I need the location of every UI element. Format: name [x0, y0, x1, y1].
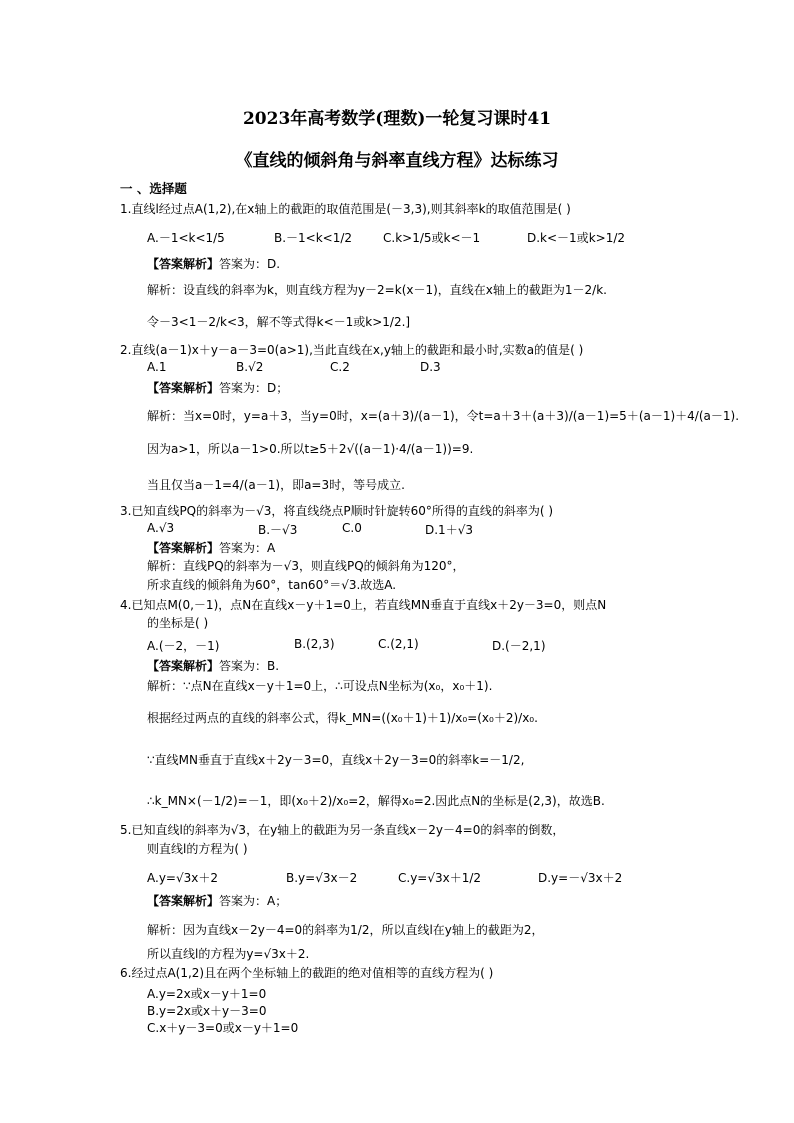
question-4-option-c: C.(2,1) [378, 637, 419, 651]
question-1-option-d: D.k<－1或k>1/2 [527, 231, 626, 245]
question-2-option-d: D.3 [420, 360, 441, 374]
question-3-stem: 3.已知直线PQ的斜率为－√3，将直线绕点P顺时针旋转60°所得的直线的斜率为( ) [120, 504, 554, 518]
question-3-option-c: C.0 [342, 521, 362, 535]
question-5-analysis-1: 解析：因为直线x－2y－4=0的斜率为1/2，所以直线l在y轴上的截距为2， [147, 923, 544, 937]
question-5-analysis-2: 所以直线l的方程为y=√3x＋2. [147, 947, 310, 961]
question-5-option-c: C.y=√3x＋1/2 [398, 871, 482, 885]
answer-tag: 【答案解析】 [147, 894, 220, 908]
question-5-answer [147, 893, 287, 909]
question-5-option-a: A.y=√3x＋2 [147, 871, 218, 885]
question-6-option-b: B.y=2x或x＋y－3=0 [147, 1004, 267, 1018]
question-3-analysis-2: 所求直线的倾斜角为60°，tan60°＝√3.故选A. [147, 578, 397, 592]
question-1-option-c: C.k>1/5或k<－1 [383, 231, 481, 245]
question-1-stem: 1.直线l经过点A(1,2),在x轴上的截距的取值范围是(－3,3),则其斜率k的取值范围是( ) [120, 202, 571, 216]
question-3-option-b: B.－√3 [258, 523, 298, 537]
question-4-stem-1: 4.已知点M(0,－1)，点N在直线x－y＋1=0上，若直线MN垂直于直线x＋2y－3=0，则点N [120, 598, 607, 612]
answer-text: 答案为：D. [219, 257, 281, 271]
question-2-analysis-1: 解析：当x=0时，y=a＋3，当y=0时，x=(a＋3)/(a－1)，令t=a＋3＋(a＋3)/(a－1)=5＋(a－1)＋4/(a－1). [147, 409, 740, 423]
question-5-stem-1: 5.已知直线l的斜率为√3，在y轴上的截距为另一条直线x－2y－4=0的斜率的倒数， [120, 823, 565, 837]
question-1-answer [147, 256, 280, 272]
question-3-option-a: A.√3 [147, 521, 175, 535]
document-title: 2023年高考数学(理数)一轮复习课时41 [242, 109, 552, 129]
question-4-analysis-3: ∵直线MN垂直于直线x＋2y－3=0，直线x＋2y－3=0的斜率k=－1/2, [147, 753, 525, 767]
question-5-stem-2: 则直线l的方程为( ) [147, 842, 248, 856]
question-4-analysis-4: ∴k_MN×(－1/2)=－1，即(x₀＋2)/x₀=2，解得x₀=2.因此点N的坐标是(2,3)，故选B. [147, 794, 605, 808]
question-5-option-b: B.y=√3x－2 [286, 871, 358, 885]
question-5-option-d: D.y=－√3x＋2 [538, 871, 623, 885]
answer-tag: 【答案解析】 [147, 381, 220, 395]
answer-text: 答案为：D； [219, 381, 289, 395]
question-1-analysis-2: 令－3<1－2/k<3，解不等式得k<－1或k>1/2.] [147, 315, 411, 329]
question-4-analysis-2: 根据经过两点的直线的斜率公式，得k_MN=((x₀＋1)＋1)/x₀=(x₀＋2)/x₀. [147, 711, 538, 725]
question-2-answer [147, 380, 288, 396]
question-2-option-a: A.1 [147, 360, 167, 374]
question-4-option-b: B.(2,3) [294, 637, 335, 651]
question-2-analysis-2: 因为a>1，所以a－1>0.所以t≥5＋2√((a－1)·4/(a－1))=9. [147, 442, 474, 456]
document-subtitle: 《直线的倾斜角与斜率直线方程》达标练习 [235, 151, 559, 171]
question-4-answer [147, 658, 279, 674]
question-1-option-b: B.－1<k<1/2 [274, 231, 353, 245]
question-2-option-c: C.2 [330, 360, 350, 374]
question-4-option-d: D.(－2,1) [492, 639, 546, 653]
question-6-stem: 6.经过点A(1,2)且在两个坐标轴上的截距的绝对值相等的直线方程为( ) [120, 966, 494, 980]
section-heading: 一 、选择题 [120, 181, 187, 196]
question-2-analysis-3: 当且仅当a－1=4/(a－1)，即a=3时，等号成立. [147, 478, 405, 492]
answer-tag: 【答案解析】 [147, 257, 220, 271]
question-3-analysis-1: 解析：直线PQ的斜率为－√3，则直线PQ的倾斜角为120°， [147, 559, 465, 573]
question-3-option-d: D.1＋√3 [425, 523, 473, 537]
question-4-option-a: A.(－2，－1) [147, 639, 220, 653]
question-2-stem: 2.直线(a－1)x＋y－a－3=0(a>1),当此直线在x,y轴上的截距和最小时,实数a的值是( ) [120, 343, 584, 357]
answer-tag: 【答案解析】 [147, 541, 220, 555]
question-6-option-a: A.y=2x或x－y＋1=0 [147, 987, 267, 1001]
question-6-option-c: C.x＋y－3=0或x－y＋1=0 [147, 1021, 299, 1035]
question-1-analysis-1: 解析：设直线的斜率为k，则直线方程为y－2=k(x－1)，直线在x轴上的截距为1－2/k. [147, 283, 607, 297]
answer-text: 答案为：A； [219, 894, 288, 908]
question-1-option-a: A.－1<k<1/5 [147, 231, 225, 245]
question-4-analysis-1: 解析：∵点N在直线x－y＋1=0上，∴可设点N坐标为(x₀，x₀＋1). [147, 679, 493, 693]
question-3-answer [147, 540, 275, 556]
answer-tag: 【答案解析】 [147, 659, 220, 673]
question-2-option-b: B.√2 [236, 360, 264, 374]
answer-text: 答案为：A [219, 541, 276, 555]
answer-text: 答案为：B. [219, 659, 280, 673]
question-4-stem-2: 的坐标是( ) [147, 616, 209, 630]
